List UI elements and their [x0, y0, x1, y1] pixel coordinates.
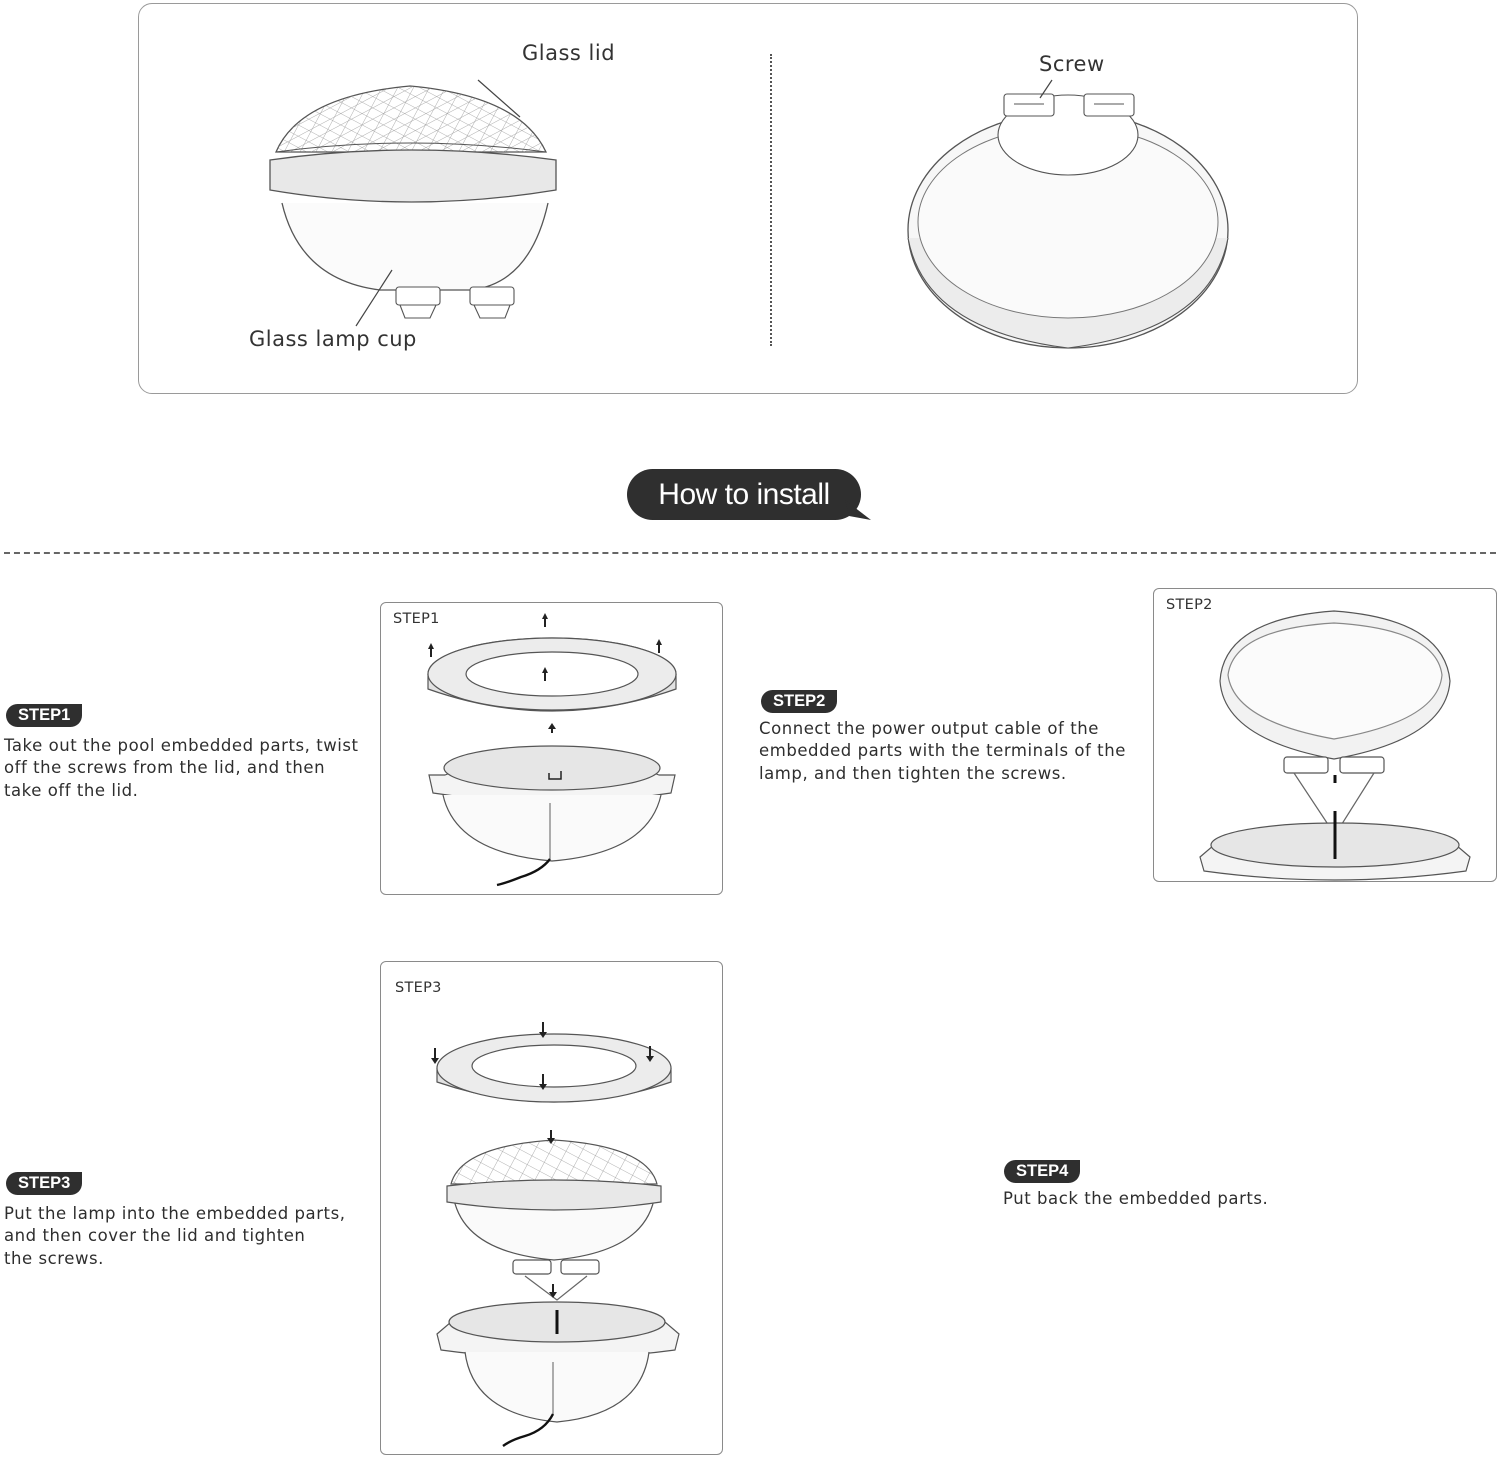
heading-tail	[845, 500, 875, 524]
step3-illustration-box	[380, 961, 723, 1455]
step1-box-label: STEP1	[393, 611, 440, 627]
step4-badge: STEP4	[1004, 1160, 1080, 1183]
lamp-side-view	[270, 80, 556, 326]
lamp-terminals	[396, 287, 514, 318]
parts-illustration	[0, 0, 1500, 420]
step1-badge: STEP1	[6, 704, 82, 727]
step1-drawing	[381, 603, 724, 896]
step3-box-label: STEP3	[395, 980, 442, 996]
screw-label: Screw	[1039, 52, 1105, 76]
lamp-back-view	[908, 80, 1228, 348]
step1-illustration-box	[380, 602, 723, 895]
section-divider	[4, 552, 1496, 554]
step1-description: Take out the pool embedded parts, twist off the screws from the lid, and then take off the lid.	[4, 736, 359, 800]
step2-drawing	[1154, 589, 1498, 883]
how-to-install-heading: How to install	[627, 469, 861, 520]
step3-description: Put the lamp into the embedded parts, and then cover the lid and tighten the screws.	[4, 1204, 346, 1268]
step2-box-label: STEP2	[1166, 597, 1213, 613]
step2-illustration-box	[1153, 588, 1497, 882]
glass-lid-label: Glass lid	[522, 41, 616, 65]
step3-drawing	[381, 962, 724, 1456]
glass-lamp-cup-label: Glass lamp cup	[249, 327, 417, 351]
step2-badge: STEP2	[761, 690, 837, 713]
step3-badge: STEP3	[6, 1172, 82, 1195]
step2-description: Connect the power output cable of the embedded parts with the terminals of the lamp, and then tighten the screws.	[759, 719, 1126, 783]
step4-description: Put back the embedded parts.	[1003, 1189, 1269, 1208]
